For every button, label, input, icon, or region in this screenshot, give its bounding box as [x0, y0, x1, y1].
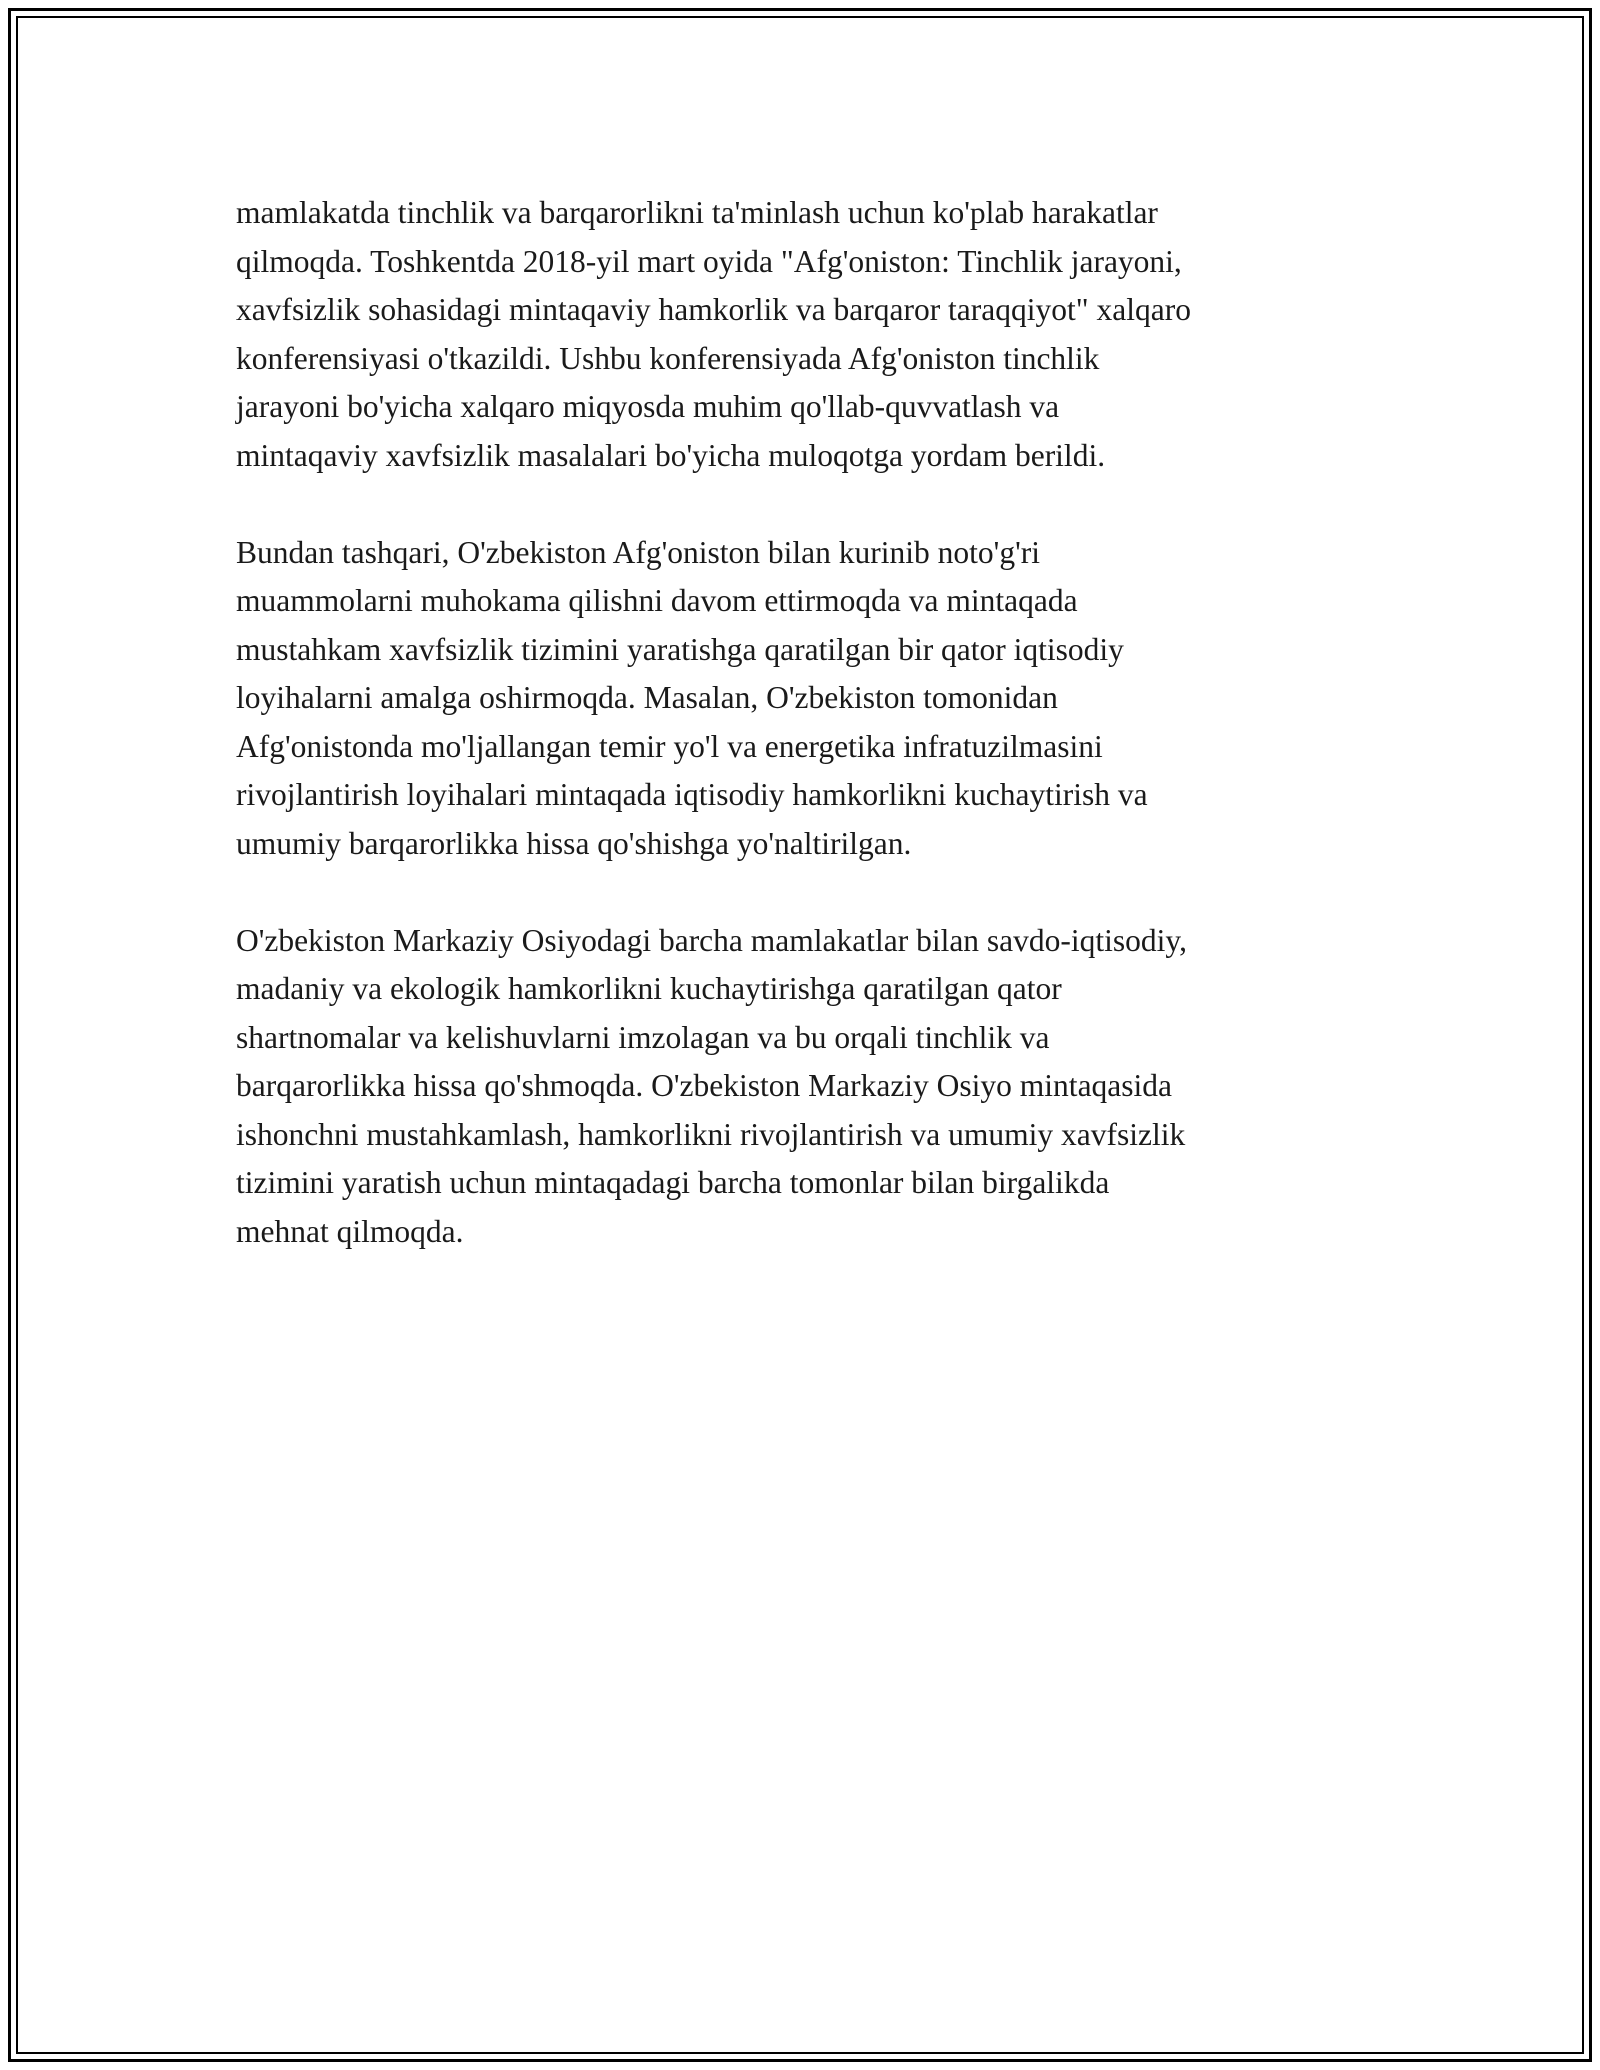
- text-line: xavfsizlik sohasidagi mintaqaviy hamkorlik va barqaror taraqqiyot" xalqaro: [236, 292, 1191, 327]
- paragraph-3: [236, 917, 1356, 1257]
- text-line: O'zbekiston Markaziy Osiyodagi barcha mamlakatlar bilan savdo-iqtisodiy,: [236, 922, 1187, 958]
- document-body: [236, 189, 1356, 1305]
- text-line: mehnat qilmoqda.: [236, 1213, 464, 1249]
- text-line: barqarorlikka hissa qo'shmoqda. O'zbekiston Markaziy Osiyo mintaqasida: [236, 1068, 1173, 1103]
- paragraph-1: [236, 189, 1356, 480]
- text-line: mintaqaviy xavfsizlik masalalari bo'yicha muloqotga yordam berildi.: [236, 437, 1106, 473]
- text-line: madaniy va ekologik hamkorlikni kuchaytirishga qaratilgan qator: [236, 971, 1062, 1006]
- paragraph-2: [236, 529, 1356, 869]
- text-line: qilmoqda. Toshkentda 2018-yil mart oyida "Afg'oniston: Tinchlik jarayoni,: [236, 243, 1182, 279]
- text-line: mamlakatda tinchlik va barqarorlikni ta'minlash uchun ko'plab harakatlar: [236, 195, 1158, 230]
- text-line: jarayoni bo'yicha xalqaro miqyosda muhim qo'llab-quvvatlash va: [236, 389, 1060, 424]
- text-line: Afg'onistonda mo'ljallangan temir yo'l va energetika infratuzilmasini: [236, 728, 1103, 764]
- text-line: ishonchni mustahkamlash, hamkorlikni rivojlantirish va umumiy xavfsizlik: [236, 1116, 1186, 1152]
- text-line: tizimini yaratish uchun mintaqadagi barcha tomonlar bilan birgalikda: [236, 1165, 1110, 1200]
- text-line: umumiy barqarorlikka hissa qo'shishga yo'naltirilgan.: [236, 825, 912, 861]
- text-line: konferensiyasi o'tkazildi. Ushbu konferensiyada Afg'oniston tinchlik: [236, 340, 1100, 376]
- text-line: muammolarni muhokama qilishni davom ettirmoqda va mintaqada: [236, 583, 1078, 618]
- text-line: rivojlantirish loyihalari mintaqada iqtisodiy hamkorlikni kuchaytirish va: [236, 777, 1148, 812]
- text-line: loyihalarni amalga oshirmoqda. Masalan, O'zbekiston tomonidan: [236, 680, 1058, 715]
- text-line: mustahkam xavfsizlik tizimini yaratishga qaratilgan bir qator iqtisodiy: [236, 631, 1124, 667]
- text-line: shartnomalar va kelishuvlarni imzolagan va bu orqali tinchlik va: [236, 1019, 1050, 1055]
- text-line: Bundan tashqari, O'zbekiston Afg'oniston bilan kurinib noto'g'ri: [236, 534, 1040, 570]
